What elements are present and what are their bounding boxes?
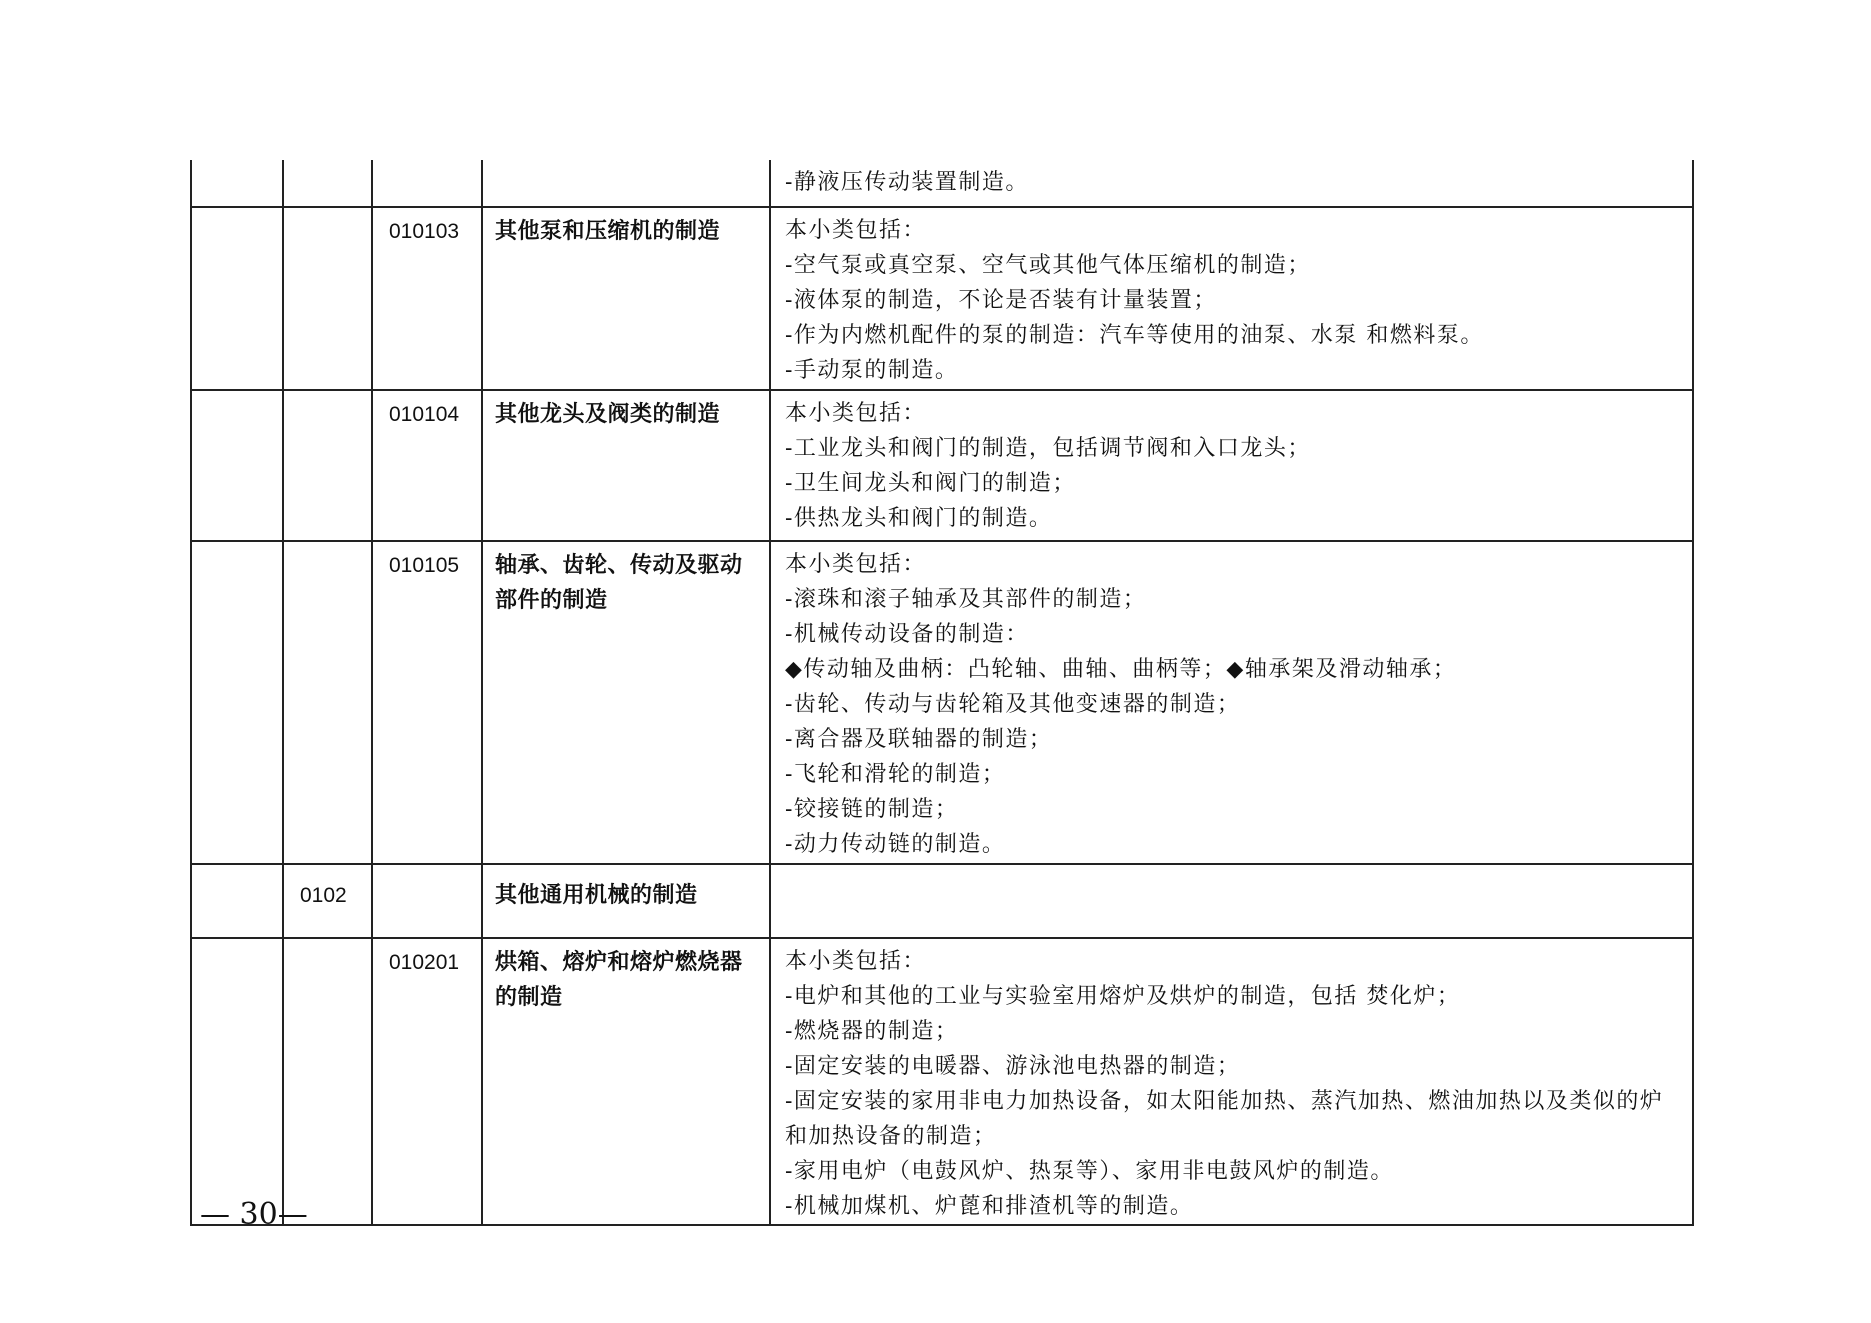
level3-code-cell	[372, 864, 482, 938]
description-cell	[770, 938, 1693, 1225]
description-line: -空气泵或真空泵、空气或其他气体压缩机的制造；	[785, 253, 1311, 278]
category-name-cell	[482, 160, 770, 207]
table-row	[191, 938, 1693, 1225]
category-name-cell: 其他龙头及阀类的制造	[482, 390, 770, 541]
description-cell	[770, 390, 1693, 541]
level2-code-cell	[283, 160, 372, 207]
page-number: — 30—	[200, 1197, 308, 1232]
description-line: -卫生间龙头和阀门的制造；	[785, 471, 1076, 496]
description-line: -机械加煤机、炉蓖和排渣机等的制造。	[785, 1194, 1194, 1219]
description-line: 本小类包括：	[785, 218, 927, 243]
classification-table	[190, 160, 1694, 1226]
level2-code-cell	[283, 938, 372, 1225]
table-row	[191, 541, 1693, 864]
description-line: -铰接链的制造；	[785, 797, 959, 822]
description-line: -手动泵的制造。	[785, 358, 959, 383]
category-name-cell: 轴承、齿轮、传动及驱动部件的制造	[482, 541, 770, 864]
description-line: -供热龙头和阀门的制造。	[785, 506, 1053, 531]
description-line: -静液压传动装置制造。	[785, 170, 1029, 195]
description-line: -固定安装的电暖器、游泳池电热器的制造；	[785, 1054, 1241, 1079]
description-line: -齿轮、传动与齿轮箱及其他变速器的制造；	[785, 692, 1241, 717]
level1-code-cell	[191, 207, 283, 390]
description-line: -固定安装的家用非电力加热设备，如太阳能加热、蒸汽加热、燃油加热以及类似的炉和加热设备的制造；	[785, 1089, 1664, 1149]
description-line: -滚珠和滚子轴承及其部件的制造；	[785, 587, 1147, 612]
level2-code-cell	[283, 207, 372, 390]
description-line: -家用电炉（电鼓风炉、热泵等）、家用非电鼓风炉的制造。	[785, 1159, 1394, 1184]
table-row	[191, 864, 1693, 938]
description-line: -动力传动链的制造。	[785, 832, 1006, 857]
description-line: 本小类包括：	[785, 949, 927, 974]
description-line: -离合器及联轴器的制造；	[785, 727, 1053, 752]
level2-code-cell: 0102	[283, 864, 372, 938]
level3-code-cell: 010103	[372, 207, 482, 390]
description-cell	[770, 207, 1693, 390]
description-line: -作为内燃机配件的泵的制造：汽车等使用的油泵、水泵 和燃料泵。	[785, 323, 1484, 348]
description-line: ◆传动轴及曲柄：凸轮轴、曲轴、曲柄等；◆轴承架及滑动轴承；	[785, 657, 1457, 682]
level2-code-cell	[283, 541, 372, 864]
table-body	[191, 160, 1693, 1225]
description-cell	[770, 541, 1693, 864]
description-cell	[770, 160, 1693, 207]
description-line: -机械传动设备的制造：	[785, 622, 1029, 647]
description-line: 本小类包括：	[785, 401, 927, 426]
level3-code-cell: 010105	[372, 541, 482, 864]
description-line: 本小类包括：	[785, 552, 927, 577]
description-line: -燃烧器的制造；	[785, 1019, 959, 1044]
description-cell	[770, 864, 1693, 938]
level1-code-cell	[191, 541, 283, 864]
table-row	[191, 207, 1693, 390]
table-row	[191, 160, 1693, 207]
description-line: -工业龙头和阀门的制造，包括调节阀和入口龙头；	[785, 436, 1311, 461]
level1-code-cell	[191, 864, 283, 938]
table-row	[191, 390, 1693, 541]
level3-code-cell	[372, 160, 482, 207]
level1-code-cell	[191, 938, 283, 1225]
category-name-cell: 其他泵和压缩机的制造	[482, 207, 770, 390]
category-name-cell: 其他通用机械的制造	[482, 864, 770, 938]
description-line: -液体泵的制造，不论是否装有计量装置；	[785, 288, 1217, 313]
category-name-cell: 烘箱、熔炉和熔炉燃烧器的制造	[482, 938, 770, 1225]
level1-code-cell	[191, 390, 283, 541]
description-line: -电炉和其他的工业与实验室用熔炉及烘炉的制造，包括 焚化炉；	[785, 984, 1461, 1009]
description-line: -飞轮和滑轮的制造；	[785, 762, 1006, 787]
level2-code-cell	[283, 390, 372, 541]
level3-code-cell: 010201	[372, 938, 482, 1225]
level3-code-cell: 010104	[372, 390, 482, 541]
level1-code-cell	[191, 160, 283, 207]
